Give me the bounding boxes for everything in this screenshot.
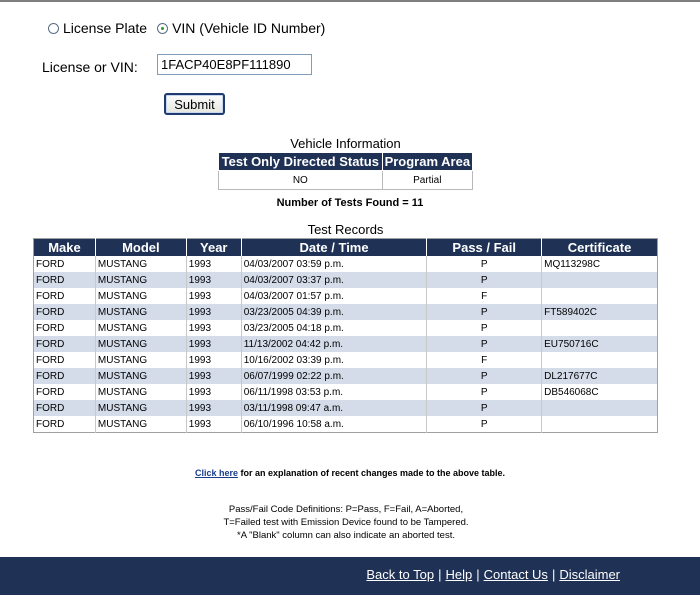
date-time-cell: 06/11/1998 03:53 p.m.: [241, 384, 427, 400]
table-row: [34, 416, 658, 433]
footer-separator: |: [551, 567, 556, 582]
certificate-cell: DB546068C: [542, 384, 658, 400]
footer-links: [366, 567, 620, 582]
vin-radio[interactable]: [157, 23, 168, 34]
year-cell: 1993: [186, 320, 241, 336]
certificate-cell: [542, 288, 658, 304]
license-plate-label[interactable]: License Plate: [63, 20, 148, 36]
year-cell: 1993: [186, 336, 241, 352]
footer-separator: |: [438, 567, 442, 582]
date-time-cell: 04/03/2007 01:57 p.m.: [241, 288, 427, 304]
pass-fail-cell: P: [427, 336, 542, 352]
table-row: [34, 400, 658, 416]
make-cell: FORD: [36, 386, 65, 398]
certificate-cell: [542, 416, 658, 433]
make-cell: FORD: [36, 290, 65, 302]
test-records-title: Test Records: [307, 222, 384, 237]
certificate-cell: [542, 400, 658, 416]
certificate-cell: [542, 352, 658, 368]
year-cell: 1993: [186, 288, 241, 304]
certificate-header: Certificate: [542, 239, 658, 257]
table-row: [34, 288, 658, 304]
make-cell: FORD: [36, 322, 65, 334]
table-row: [34, 256, 658, 272]
make-cell: FORD: [36, 354, 65, 366]
make-cell: FORD: [34, 304, 96, 320]
model-cell: MUSTANG: [95, 256, 186, 272]
test-records-table: [33, 238, 658, 433]
code-definitions-line-3: *A "Blank" column can also indicate an aborted test.: [237, 530, 455, 541]
make-header: Make: [34, 239, 96, 257]
date-time-cell: 04/03/2007 03:59 p.m.: [241, 256, 427, 272]
pass-fail-cell: P: [427, 400, 542, 416]
year-cell: 1993: [186, 368, 241, 384]
pass-fail-cell: P: [427, 256, 542, 272]
vehicle-info-row: [219, 171, 473, 190]
date-time-cell: 06/10/1996 10:58 a.m.: [241, 416, 427, 433]
make-cell: FORD: [34, 368, 96, 384]
click-here-link[interactable]: Click here: [194, 468, 238, 478]
table-row: [34, 272, 658, 288]
year-cell: 1993: [186, 384, 241, 400]
year-cell: 1993: [186, 272, 241, 288]
search-type-options: [48, 20, 335, 36]
date-time-cell: 03/23/2005 04:39 p.m.: [241, 304, 427, 320]
model-cell: MUSTANG: [95, 272, 186, 288]
contact-us-link[interactable]: Contact Us: [483, 567, 548, 582]
table-row: [34, 320, 658, 336]
test-only-directed-status-header: Test Only Directed Status: [219, 153, 383, 171]
make-cell: FORD: [34, 400, 96, 416]
year-cell: 1993: [186, 416, 241, 433]
make-cell: FORD: [34, 272, 96, 288]
test-records-header-row: [34, 239, 658, 257]
date-time-cell: 03/11/1998 09:47 a.m.: [241, 400, 427, 416]
model-cell: MUSTANG: [95, 288, 186, 304]
year-cell: 1993: [186, 352, 241, 368]
date-time-cell: 06/07/1999 02:22 p.m.: [241, 368, 427, 384]
pass-fail-code-definitions: [0, 503, 692, 542]
pass-fail-cell: P: [427, 304, 542, 320]
date-time-cell: 10/16/2002 03:39 p.m.: [241, 352, 427, 368]
pass-fail-cell: P: [427, 416, 542, 433]
vehicle-information-title: Vehicle Information: [290, 136, 401, 151]
pass-fail-cell: F: [427, 352, 542, 368]
changes-explanation-text: for an explanation of recent changes made to the above table.: [237, 468, 506, 478]
license-or-vin-input[interactable]: [157, 54, 312, 75]
top-border: [0, 0, 700, 2]
tests-found-count: Number of Tests Found = 11: [276, 197, 424, 209]
pass-fail-cell: P: [427, 384, 542, 400]
date-time-header: Date / Time: [241, 239, 427, 257]
model-cell: MUSTANG: [95, 304, 186, 320]
pass-fail-header: Pass / Fail: [427, 239, 542, 257]
certificate-cell: FT589402C: [542, 304, 658, 320]
date-time-cell: 03/23/2005 04:18 p.m.: [241, 320, 427, 336]
submit-button[interactable]: Submit: [164, 93, 225, 115]
certificate-cell: DL217677C: [542, 368, 658, 384]
certificate-cell: MQ113298C: [542, 256, 658, 272]
make-cell: FORD: [36, 258, 65, 270]
certificate-cell: [542, 272, 658, 288]
vehicle-info-header-row: [219, 153, 473, 171]
certificate-cell: [542, 320, 658, 336]
test-only-directed-status-value: NO: [219, 171, 383, 190]
pass-fail-cell: P: [427, 368, 542, 384]
table-row: [34, 336, 658, 352]
make-cell: FORD: [36, 418, 65, 430]
footer-separator: |: [476, 567, 480, 582]
disclaimer-link[interactable]: Disclaimer: [559, 567, 620, 582]
program-area-header: Program Area: [382, 153, 472, 171]
year-header: Year: [186, 239, 241, 257]
license-or-vin-label: License or VIN:: [42, 59, 138, 75]
table-row: [34, 368, 658, 384]
vehicle-information-table: [218, 152, 473, 190]
year-cell: 1993: [186, 304, 241, 320]
model-header: Model: [95, 239, 186, 257]
license-plate-radio[interactable]: [48, 23, 59, 34]
make-cell: FORD: [34, 336, 96, 352]
pass-fail-cell: P: [427, 320, 542, 336]
pass-fail-cell: P: [427, 272, 542, 288]
model-cell: MUSTANG: [95, 320, 186, 336]
code-definitions-line-1: Pass/Fail Code Definitions: P=Pass, F=Fail, A=Aborted,: [228, 504, 464, 515]
model-cell: MUSTANG: [95, 352, 186, 368]
date-time-cell: 04/03/2007 03:37 p.m.: [241, 272, 427, 288]
model-cell: MUSTANG: [95, 336, 186, 352]
pass-fail-cell: F: [427, 288, 542, 304]
certificate-cell: EU750716C: [542, 336, 658, 352]
help-link[interactable]: Help: [445, 567, 473, 582]
program-area-value: Partial: [382, 171, 472, 190]
vin-label[interactable]: VIN (Vehicle ID Number): [172, 20, 326, 36]
model-cell: MUSTANG: [95, 384, 186, 400]
model-cell: MUSTANG: [95, 416, 186, 433]
year-cell: 1993: [186, 400, 241, 416]
table-row: [34, 384, 658, 400]
table-row: [34, 352, 658, 368]
model-cell: MUSTANG: [95, 368, 186, 384]
model-cell: MUSTANG: [95, 400, 186, 416]
footer-bar: [0, 557, 700, 595]
back-to-top-link[interactable]: Back to Top: [366, 567, 435, 582]
table-row: [34, 304, 658, 320]
date-time-cell: 11/13/2002 04:42 p.m.: [241, 336, 427, 352]
changes-explanation-note: [0, 468, 700, 478]
code-definitions-line-2: T=Failed test with Emission Device found to be Tampered.: [223, 517, 469, 528]
year-cell: 1993: [186, 256, 241, 272]
